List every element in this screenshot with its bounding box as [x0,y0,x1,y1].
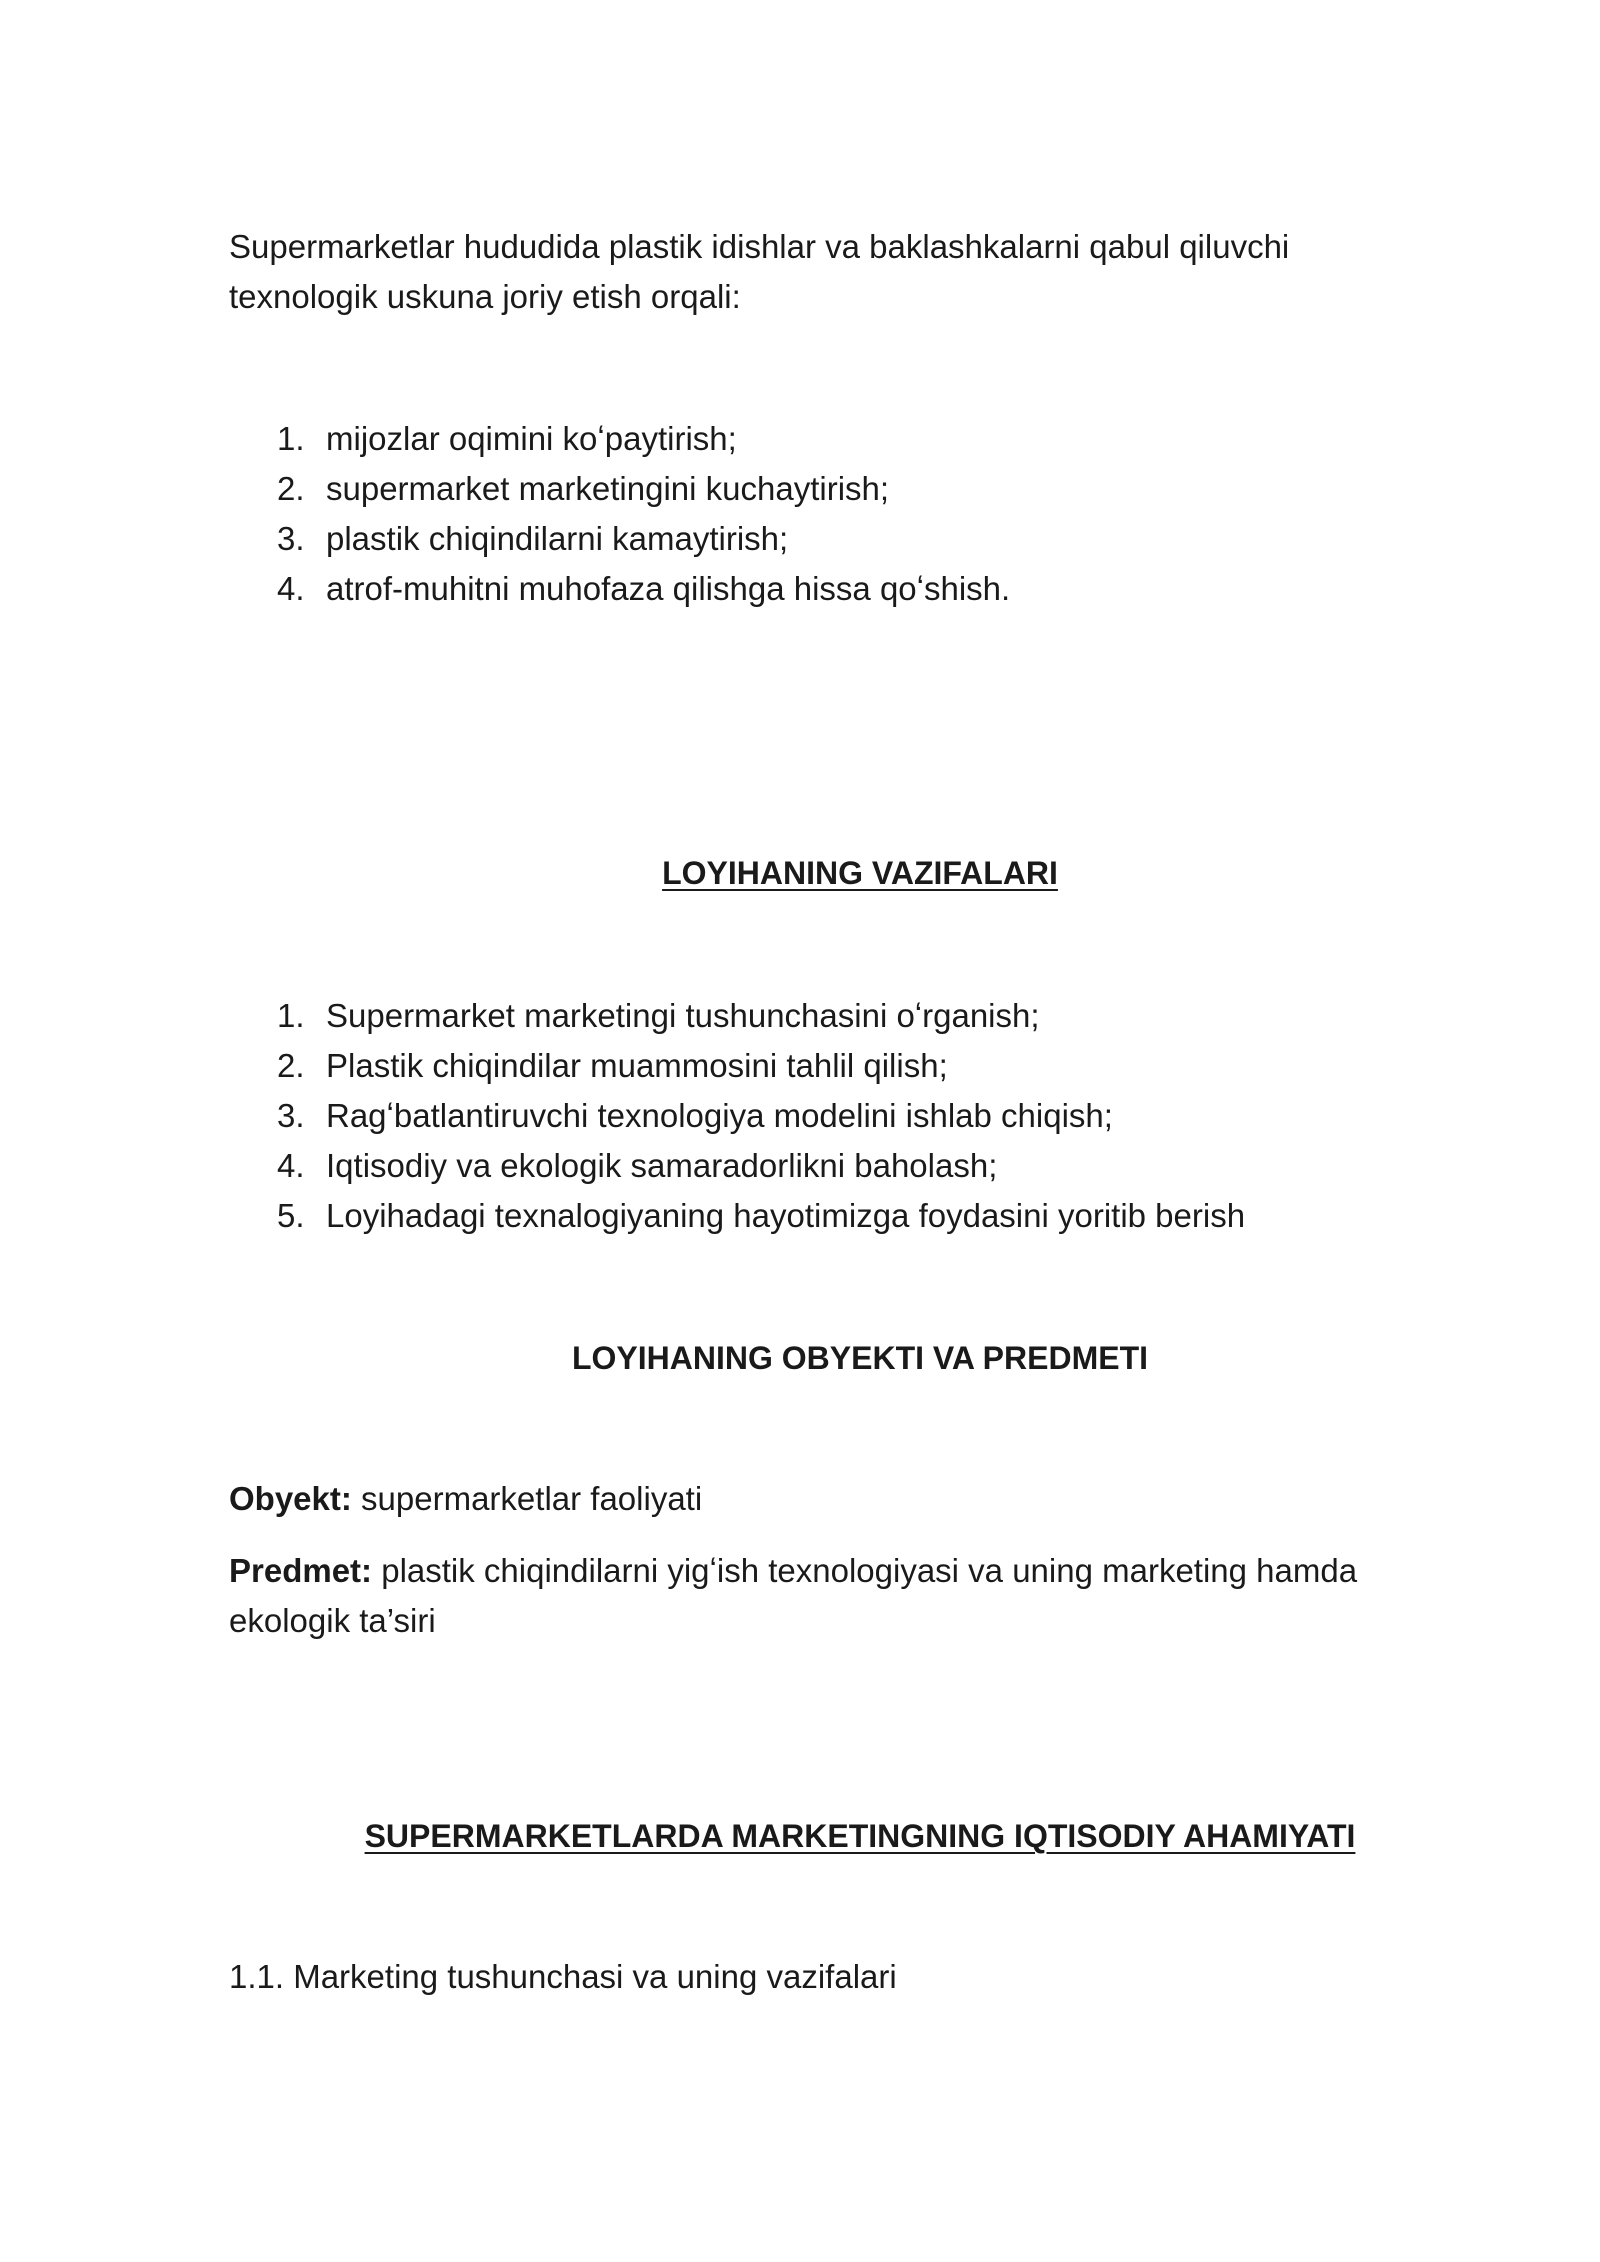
list-number: 3. [277,520,305,557]
intro-line-1: Supermarketlar hududida plastik idishlar va baklashkalarni qabul qiluvchi [229,228,1290,265]
list-item [277,1191,1427,1241]
list-number: 3. [277,1097,305,1134]
subsection-title: 1.1. Marketing tushunchasi va uning vazifalari [229,1958,897,1995]
list-item [277,464,1427,514]
predmet-label: Predmet: [229,1552,373,1589]
list-item-text: Iqtisodiy va ekologik samaradorlikni baholash; [326,1147,998,1184]
intro-paragraph [229,222,1429,322]
list-number: 2. [277,1047,305,1084]
list-number: 2. [277,470,305,507]
tasks-list [277,991,1427,1241]
predmet-text-line-2: ekologik ta’siri [229,1602,436,1639]
list-item [277,514,1427,564]
list-number: 1. [277,420,305,457]
list-number: 4. [277,570,305,607]
predmet-paragraph [229,1546,1429,1646]
list-item-text: Supermarket marketingi tushunchasini oʻrganish; [326,997,1040,1034]
object-heading [0,1333,1600,1383]
list-number: 1. [277,997,305,1034]
list-item-text: atrof-muhitni muhofaza qilishga hissa qoʻshish. [326,570,1011,607]
list-item [277,1041,1427,1091]
list-item-text: Ragʻbatlantiruvchi texnologiya modelini ishlab chiqish; [326,1097,1113,1134]
intro-line-2: texnologik uskuna joriy etish orqali: [229,278,741,315]
predmet-text: plastik chiqindilarni yigʻish texnologiyasi va uning marketing hamda [372,1552,1358,1589]
obyekt-label: Obyekt: [229,1480,352,1517]
list-item [277,1091,1427,1141]
section-heading-text: SUPERMARKETLARDA MARKETINGNING IQTISODIY AHAMIYATI [364,1818,1356,1854]
list-number: 5. [277,1197,305,1234]
list-item [277,564,1427,614]
list-item-text: Plastik chiqindilar muammosini tahlil qilish; [326,1047,948,1084]
object-heading-text: LOYIHANING OBYEKTI VA PREDMETI [571,1340,1149,1376]
list-item-text: supermarket marketingini kuchaytirish; [326,470,890,507]
tasks-heading [0,848,1600,898]
list-item [277,991,1427,1041]
list-number: 4. [277,1147,305,1184]
goals-list [277,414,1427,614]
obyekt-paragraph [229,1474,1429,1524]
obyekt-text: supermarketlar faoliyati [351,1480,703,1517]
list-item-text: Loyihadagi texnalogiyaning hayotimizga foydasini yoritib berish [326,1197,1246,1234]
tasks-heading-text: LOYIHANING VAZIFALARI [662,855,1058,891]
list-item-text: plastik chiqindilarni kamaytirish; [326,520,789,557]
list-item [277,1141,1427,1191]
list-item-text: mijozlar oqimini koʻpaytirish; [326,420,737,457]
section-heading [0,1811,1600,1861]
list-item [277,414,1427,464]
